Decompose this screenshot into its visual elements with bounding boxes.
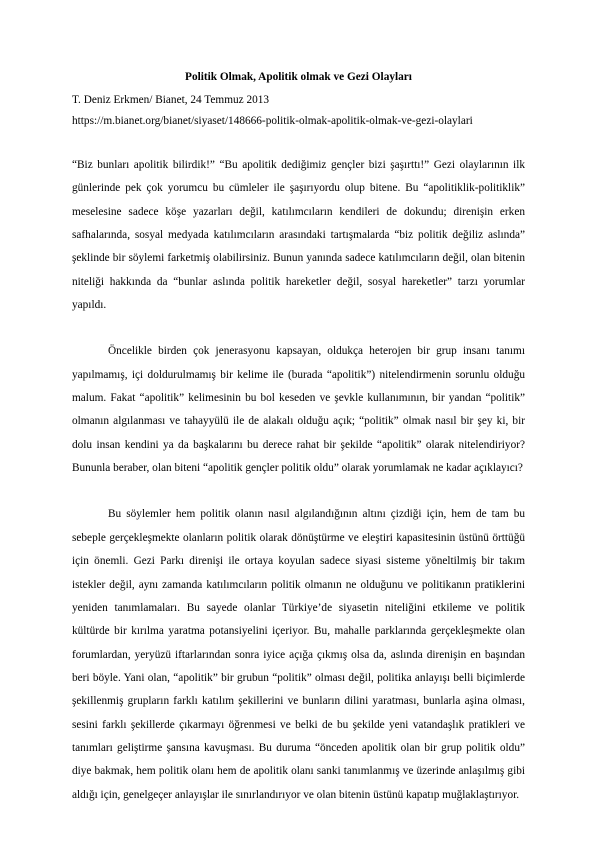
author-line: T. Deniz Erkmen/ Bianet, 24 Temmuz 2013 xyxy=(72,94,270,106)
source-url: https://m.bianet.org/bianet/siyaset/148666-politik-olmak-apolitik-olmak-ve-gezi-olaylari xyxy=(72,115,473,127)
paragraph-1: “Biz bunları apolitik bilirdik!” “Bu apolitik dediğimiz gençler bizi şaşırttı!” Gezi olaylarının ilk günlerinde pek çok yorumcu bu cümleler ile şaşırıyordu olup bitene. Bu “apolitiklik-politiklik” meselesine sadece köşe yazarları değil, katılımcıların kendileri de dokundu; direnişin erken safhalarında, sosyal medyada katılımcıların arasındaki tartışmalarda “biz politik değiliz aslında” şeklinde bir söylemi farketmiş olabilirsiniz. Bunun yanında sadece katılımcıların değil, olan bitenin niteliği hakkında da “bunlar aslında politik hareketler değil, sosyal hareketler” tarzı yorumlar yapıldı. xyxy=(72,159,525,312)
paragraph-2: Öncelikle birden çok jenerasyonu kapsayan, oldukça heterojen bir grup insanı tanımı yapılmamış, içi doldurulmamış bir kelime ile (burada “apolitik”) nitelendirmenin sorunlu olduğu malum. Fakat “apolitik” kelimesinin bu bol keseden ve şevkle kullanımının, bir yandan “politik” olmanın algılanması ve tahayyülü ile de alakalı olduğu açık; “politik” olmak nasıl bir şey ki, bir dolu insan kendini ya da başkalarını bu derece rahat bir şekilde “apolitik” olarak nitelendiriyor? Bununla beraber, olan biteni “apolitik gençler politik oldu” olarak yorumlamak ne kadar açıklayıcı? xyxy=(72,345,525,475)
document-page xyxy=(72,70,525,807)
paragraph-3: Bu söylemler hem politik olanın nasıl algılandığının altını çizdiği için, hem de tam bu sebeple gerçekleşmekte olanların politik olarak dönüştürme ve eleştiri kapasitesinin üstünü örttüğü için önemli. Gezi Parkı direnişi ile ortaya koyulan sadece siyasi sisteme yöneltilmiş bir takım istekler değil, aynı zamanda katılımcıların politik olmanın ne olduğunu ve politikanın pratiklerini yeniden tanımlamaları. Bu sayede olanlar Türkiye’de siyasetin niteliğini etkileme ve politik kültürde bir kırılma yaratma potansiyelini içeriyor. Bu, mahalle parklarında gerçekleşmekte olan forumlardan, yeryüzü iftarlarından sonra iyice açığa çıkmış olsa da, aslında direnişin en başından beri böyle. Yani olan, “apolitik” bir grubun “politik” olması değil, politika anlayışı belli biçimlerde şekillenmiş grupların farklı katılım şekillerini ve bunların dilini yaratması, bunlarla aşina olması, sesini farklı şekillerde çıkarmayı öğrenmesi ve belki de bu şekilde yeni vatandaşlık pratikleri ve tanımları geliştirme şansına kavuşması. Bu duruma “önceden apolitik olan bir grup politik oldu” diye bakmak, hem politik olanı hem de apolitik olanı sanki tanımlanmış ve üzerinde anlaşılmış gibi aldığı için, genelgeçer anlayışlar ile sınırlandırıyor ve olan bitenin üstünü kapatıp muğlaklaştırıyor. xyxy=(72,508,525,801)
document-title: Politik Olmak, Apolitik olmak ve Gezi Olayları xyxy=(185,71,412,83)
